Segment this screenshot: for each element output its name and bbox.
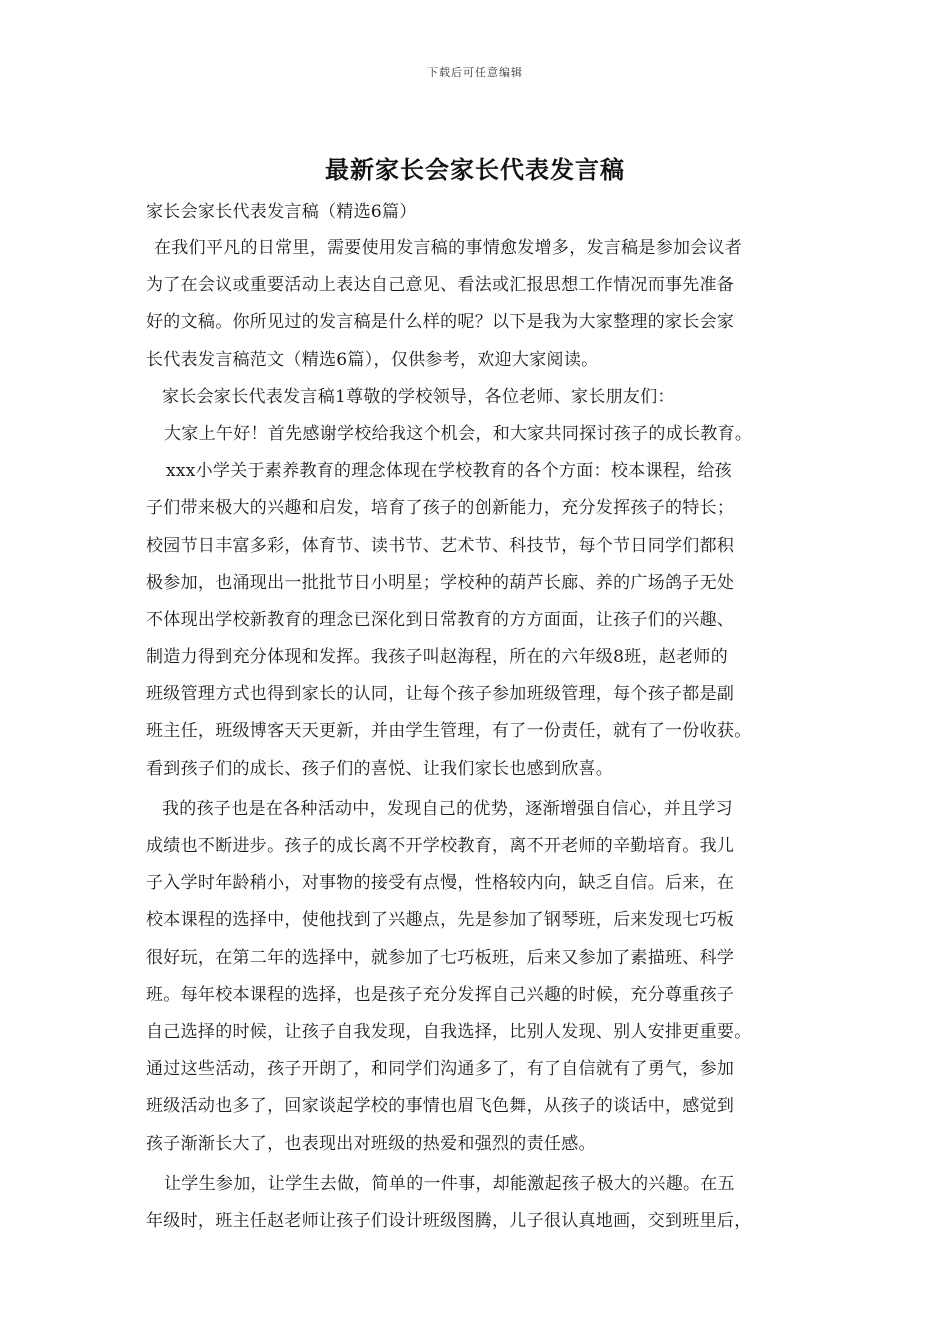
document-body [146,194,826,1240]
paragraph-line: 大家上午好！首先感谢学校给我这个机会，和大家共同探讨孩子的成长教育。 [164,423,753,444]
paragraph-line: 让学生参加，让学生去做，简单的一件事，却能激起孩子极大的兴趣。在五 [164,1173,735,1194]
paragraph-line: 长代表发言稿范文（精选6篇），仅供参考，欢迎大家阅读。 [146,349,599,370]
paragraph-line: 班级活动也多了，回家谈起学校的事情也眉飞色舞，从孩子的谈话中，感觉到 [146,1096,735,1117]
paragraph-line: 很好玩，在第二年的选择中，就参加了七巧板班，后来又参加了素描班、科学 [146,947,735,968]
paragraph-line: 在我们平凡的日常里，需要使用发言稿的事情愈发增多，发言稿是参加会议者 [154,238,743,258]
paragraph-line: 自己选择的时候，让孩子自我发现，自我选择，比别人发现、别人安排更重要。 [146,1021,752,1042]
paragraph-line: 为了在会议或重要活动上表达自己意见、看法或汇报思想工作情况而事先准备 [146,275,735,296]
paragraph-line: 班。每年校本课程的选择，也是孩子充分发挥自己兴趣的时候，充分尊重孩子 [146,984,735,1005]
paragraph-line: 极参加，也涌现出一批批节日小明星；学校种的葫芦长廊、养的广场鸽子无处 [146,572,735,593]
paragraph-line: 班级管理方式也得到家长的认同，让每个孩子参加班级管理，每个孩子都是副 [146,684,735,705]
paragraph-line: 年级时，班主任赵老师让孩子们设计班级图腾，儿子很认真地画，交到班里后， [146,1210,752,1231]
paragraph-line: 校园节日丰富多彩，体育节、读书节、艺术节、科技节，每个节日同学们都积 [146,535,735,556]
paragraph-line: 成绩也不断进步。孩子的成长离不开学校教育，离不开老师的辛勤培育。我儿 [146,836,735,856]
paragraph-line: 通过这些活动，孩子开朗了，和同学们沟通多了，有了自信就有了勇气，参加 [146,1059,735,1080]
paragraph-line: 校本课程的选择中，使他找到了兴趣点，先是参加了钢琴班，后来发现七巧板 [146,910,735,931]
paragraph-line: 子们带来极大的兴趣和启发，培育了孩子的创新能力，充分发挥孩子的特长； [146,498,735,519]
paragraph-line: 班主任，班级博客天天更新，并由学生管理，有了一份责任，就有了一份收获。 [146,721,752,742]
paragraph-line: xxx小学关于素养教育的理念体现在学校教育的各个方面：校本课程，给孩 [166,461,732,482]
paragraph-line: 不体现出学校新教育的理念已深化到日常教育的方方面面，让孩子们的兴趣、 [146,609,735,630]
paragraph-line: 好的文稿。你所见过的发言稿是什么样的呢？以下是我为大家整理的家长会家 [146,312,735,333]
paragraph-line: 我的孩子也是在各种活动中，发现自己的优势，逐渐增强自信心，并且学习 [162,798,733,819]
document-title: 最新家长会家长代表发言稿 [325,155,625,184]
paragraph-line: 子入学时年龄稍小，对事物的接受有点慢，性格较内向，缺乏自信。后来，在 [146,873,735,894]
paragraph-line: 制造力得到充分体现和发挥。我孩子叫赵海程，所在的六年级8班，赵老师的 [146,647,729,668]
paragraph-line: 孩子渐渐长大了，也表现出对班级的热爱和强烈的责任感。 [146,1133,596,1154]
page-header-note: 下载后可任意编辑 [427,66,523,79]
paragraph-line: 家长会家长代表发言稿（精选6篇） [146,202,417,222]
paragraph-line: 看到孩子们的成长、孩子们的喜悦、让我们家长也感到欣喜。 [146,758,614,779]
paragraph-line: 家长会家长代表发言稿1尊敬的学校领导，各位老师、家长朋友们： [162,386,675,407]
